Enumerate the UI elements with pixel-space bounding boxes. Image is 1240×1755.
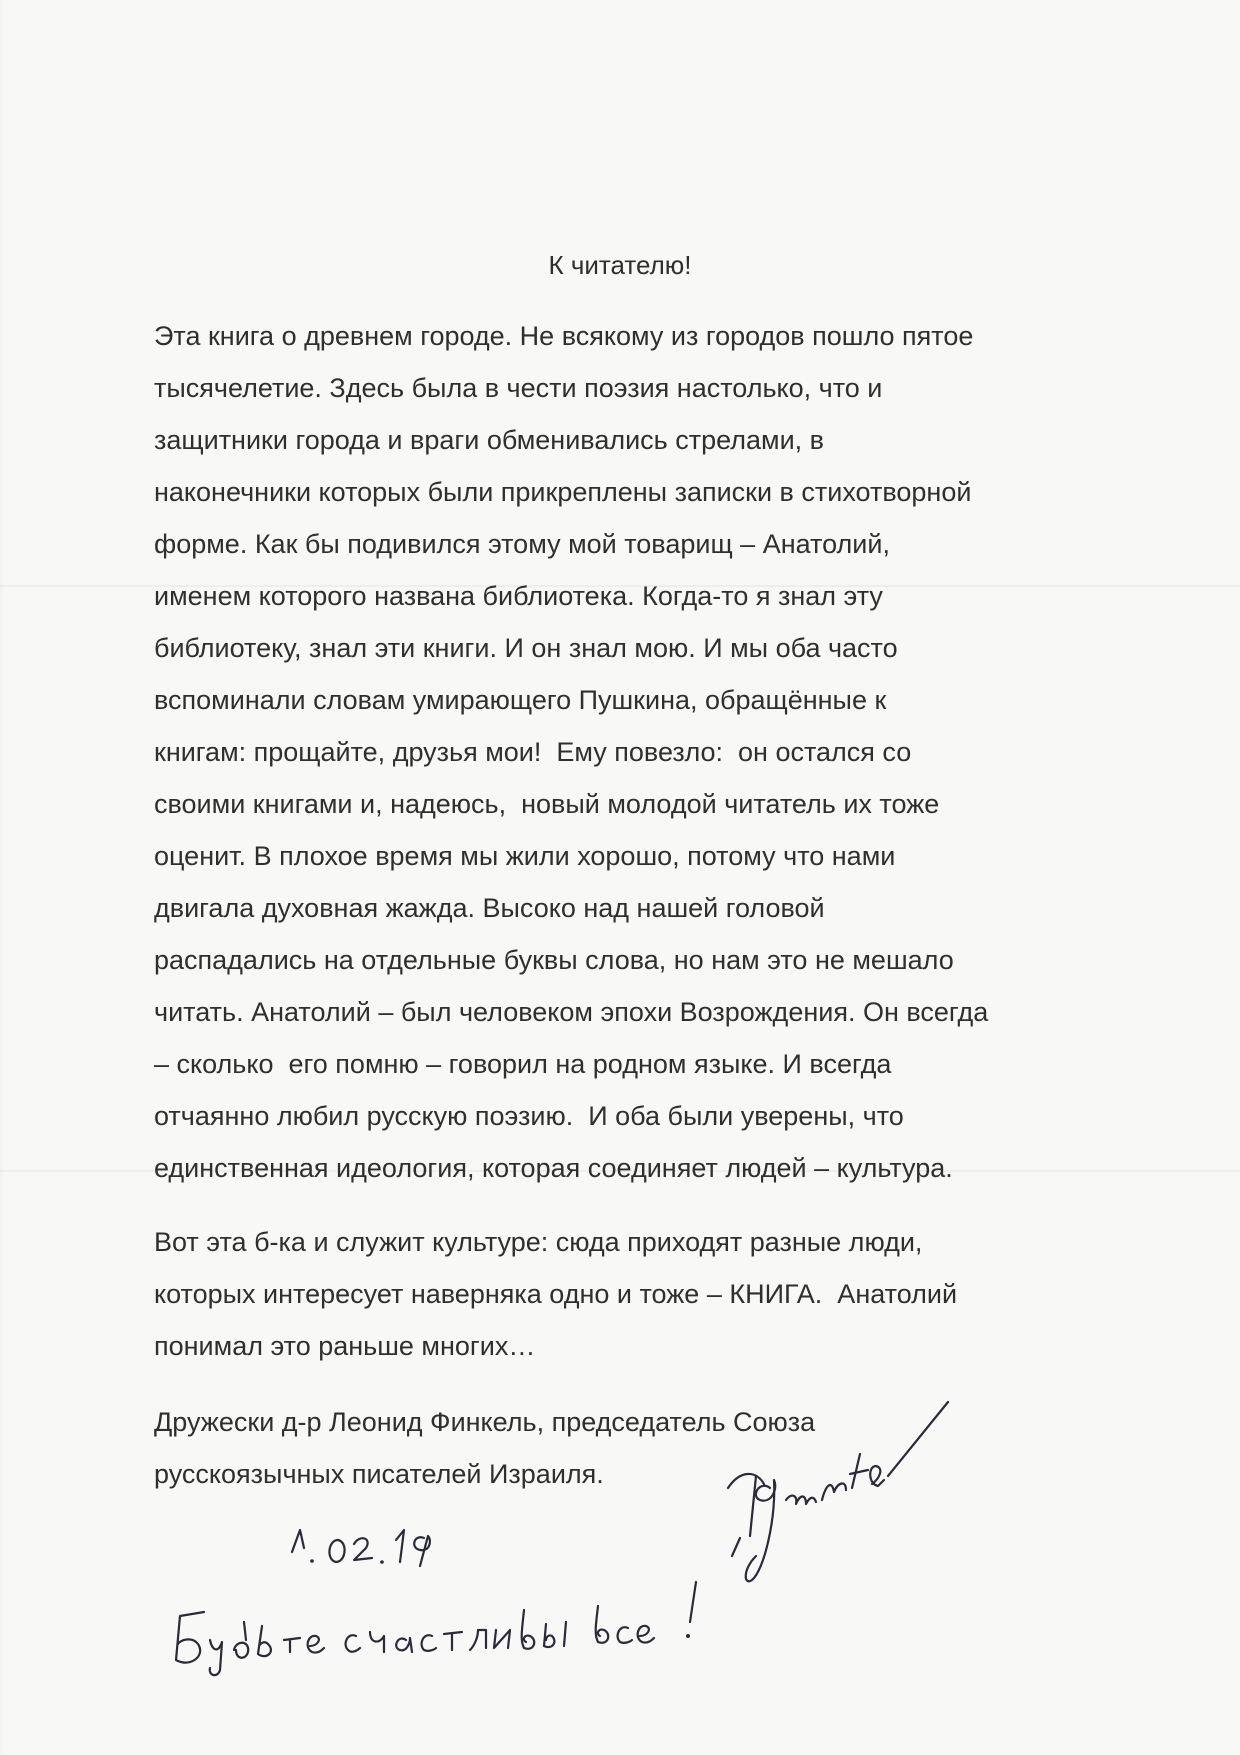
text-line: – сколько его помню – говорил на родном языке. И всегда [154, 1049, 892, 1079]
text-line: оценит. В плохое время мы жили хорошо, потому что нами [154, 841, 896, 871]
text-line: именем которого названа библиотека. Когда-то я знал эту [154, 581, 883, 611]
letter-body-paragraph [154, 310, 1114, 1194]
text-line: Вот эта б-ка и служит культуре: сюда приходят разные люди, [154, 1227, 923, 1257]
text-line: русскоязычных писателей Израиля. [154, 1459, 604, 1489]
letter-title: К читателю! [548, 250, 692, 280]
text-line: вспоминали словам умирающего Пушкина, обращённые к [154, 685, 887, 715]
text-line: понимал это раньше многих… [154, 1331, 536, 1361]
text-line: своими книгами и, надеюсь, новый молодой читатель их тоже [154, 789, 940, 819]
text-line: книгам: прощайте, друзья мои! Ему повезло: он остался со [154, 737, 912, 767]
text-line: которых интересует наверняка одно и тоже – КНИГА. Анатолий [154, 1279, 958, 1309]
text-line: Эта книга о древнем городе. Не всякому из городов пошло пятое [154, 321, 974, 351]
signature-block [154, 1396, 1114, 1500]
text-line: тысячелетие. Здесь была в чести поэзия настолько, что и [154, 373, 883, 403]
text-line: наконечники которых были прикреплены записки в стихотворной [154, 477, 972, 507]
text-line: отчаянно любил русскую поэзию. И оба были уверены, что [154, 1101, 904, 1131]
text-line: библиотеку, знал эти книги. И он знал мою. И мы оба часто [154, 633, 898, 663]
text-line: единственная идеология, которая соединяет людей – культура. [154, 1153, 953, 1183]
text-line: форме. Как бы подивился этому мой товарищ – Анатолий, [154, 529, 890, 559]
text-line: защитники города и враги обменивались стрелами, в [154, 425, 825, 455]
text-line: двигала духовная жажда. Высоко над нашей головой [154, 893, 825, 923]
text-line: читать. Анатолий – был человеком эпохи Возрождения. Он всегда [154, 997, 989, 1027]
text-line: распадались на отдельные буквы слова, но нам это не мешало [154, 945, 954, 975]
letter-body-paragraph [154, 1216, 1114, 1372]
text-line: Дружески д-р Леонид Финкель, председатель Союза [154, 1407, 816, 1437]
